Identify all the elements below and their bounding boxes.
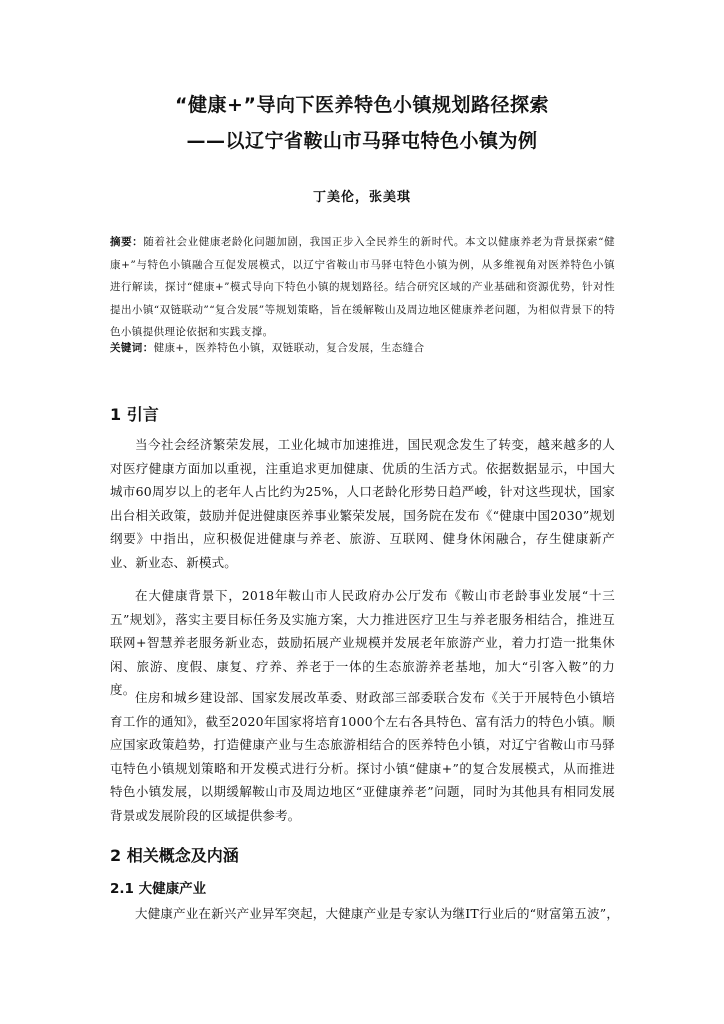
abstract-label: 摘要： xyxy=(110,236,144,248)
keywords xyxy=(110,340,615,356)
keywords-text: 健康+，医养特色小镇，双链联动，复合发展，生态缝合 xyxy=(153,342,425,354)
abstract xyxy=(110,231,615,344)
author-line: 丁美伦，张美琪 xyxy=(312,190,411,205)
keywords-label: 关键词： xyxy=(110,342,154,354)
paper-title-line1: “健康+”导向下医养特色小镇规划路径探索 xyxy=(175,94,549,116)
paper-title-line2: ——以辽宁省鞍山市马驿屯特色小镇为例 xyxy=(186,130,538,152)
abstract-text: 随着社会业健康老龄化问题加剧，我国正步入全民养生的新时代。本文以健康养老为背景探索“健康+”与特色小镇融合互促发展模式，以辽宁省鞍山市马驿屯特色小镇为例，从多维视角对医养特色小镇进行解读，探讨“健康+”模式导向下特色小镇的规划路径。结合研究区域的产业基础和资源优势，针对性提出小镇“双链联动”“复合发展”等规划策略，旨在缓解鞍山及周边地区健康养老问题，为相似背景下的特色小镇提供理论依据和实践支撑。 xyxy=(110,236,615,338)
section-2-heading: 2 相关概念及内涵 xyxy=(110,846,239,865)
section-1-paragraph-2: 在大健康背景下，2018年鞍山市人民政府办公厅发布《鞍山市老龄事业发展“十三五”规划》，落实主要目标任务及实施方案，大力推进医疗卫生与养老服务相结合，推进互联网+智慧养老服务新业态，鼓励拓展产业规模并发展老年旅游产业，着力打造一批集休闲、旅游、度假、康复、疗养、养老于一体的生态旅游养老基地，加大“引客入鞍”的力度。 xyxy=(110,588,615,698)
section-1-heading: 1 引言 xyxy=(110,405,159,424)
section-2-1-paragraph-1: 大健康产业在新兴产业异军突起，大健康产业是专家认为继IT行业后的“财富第五波”， xyxy=(135,906,620,921)
section-1-paragraph-1: 当今社会经济繁荣发展，工业化城市加速推进，国民观念发生了转变，越来越多的人对医疗健康方面加以重视，注重追求更加健康、优质的生活方式。依据数据显示，中国大城市60周岁以上的老年人占比约为25%，人口老龄化形势日趋严峻，针对这些现状，国家出台相关政策，鼓励并促进健康医养事业繁荣发展，国务院在发布《“健康中国2030”规划纲要》中指出，应积极促进健康与养老、旅游、互联网、健身休闲融合，存生健康新产业、新业态、新模式。 xyxy=(110,437,615,570)
section-1-paragraph-3: 住房和城乡建设部、国家发展改革委、财政部三部委联合发布《关于开展特色小镇培育工作的通知》，截至2020年国家将培育1000个左右各具特色、富有活力的特色小镇。顺应国家政策趋势，打造健康产业与生态旅游相结合的医养特色小镇，对辽宁省鞍山市马驿屯特色小镇规划策略和开发模式进行分析。探讨小镇“健康+”的复合发展模式，从而推进特色小镇发展，以期缓解鞍山市及周边地区“亚健康养老”问题，同时为其他具有相同发展背景或发展阶段的区域提供参考。 xyxy=(110,690,615,823)
section-2-1-heading: 2.1 大健康产业 xyxy=(110,881,207,897)
